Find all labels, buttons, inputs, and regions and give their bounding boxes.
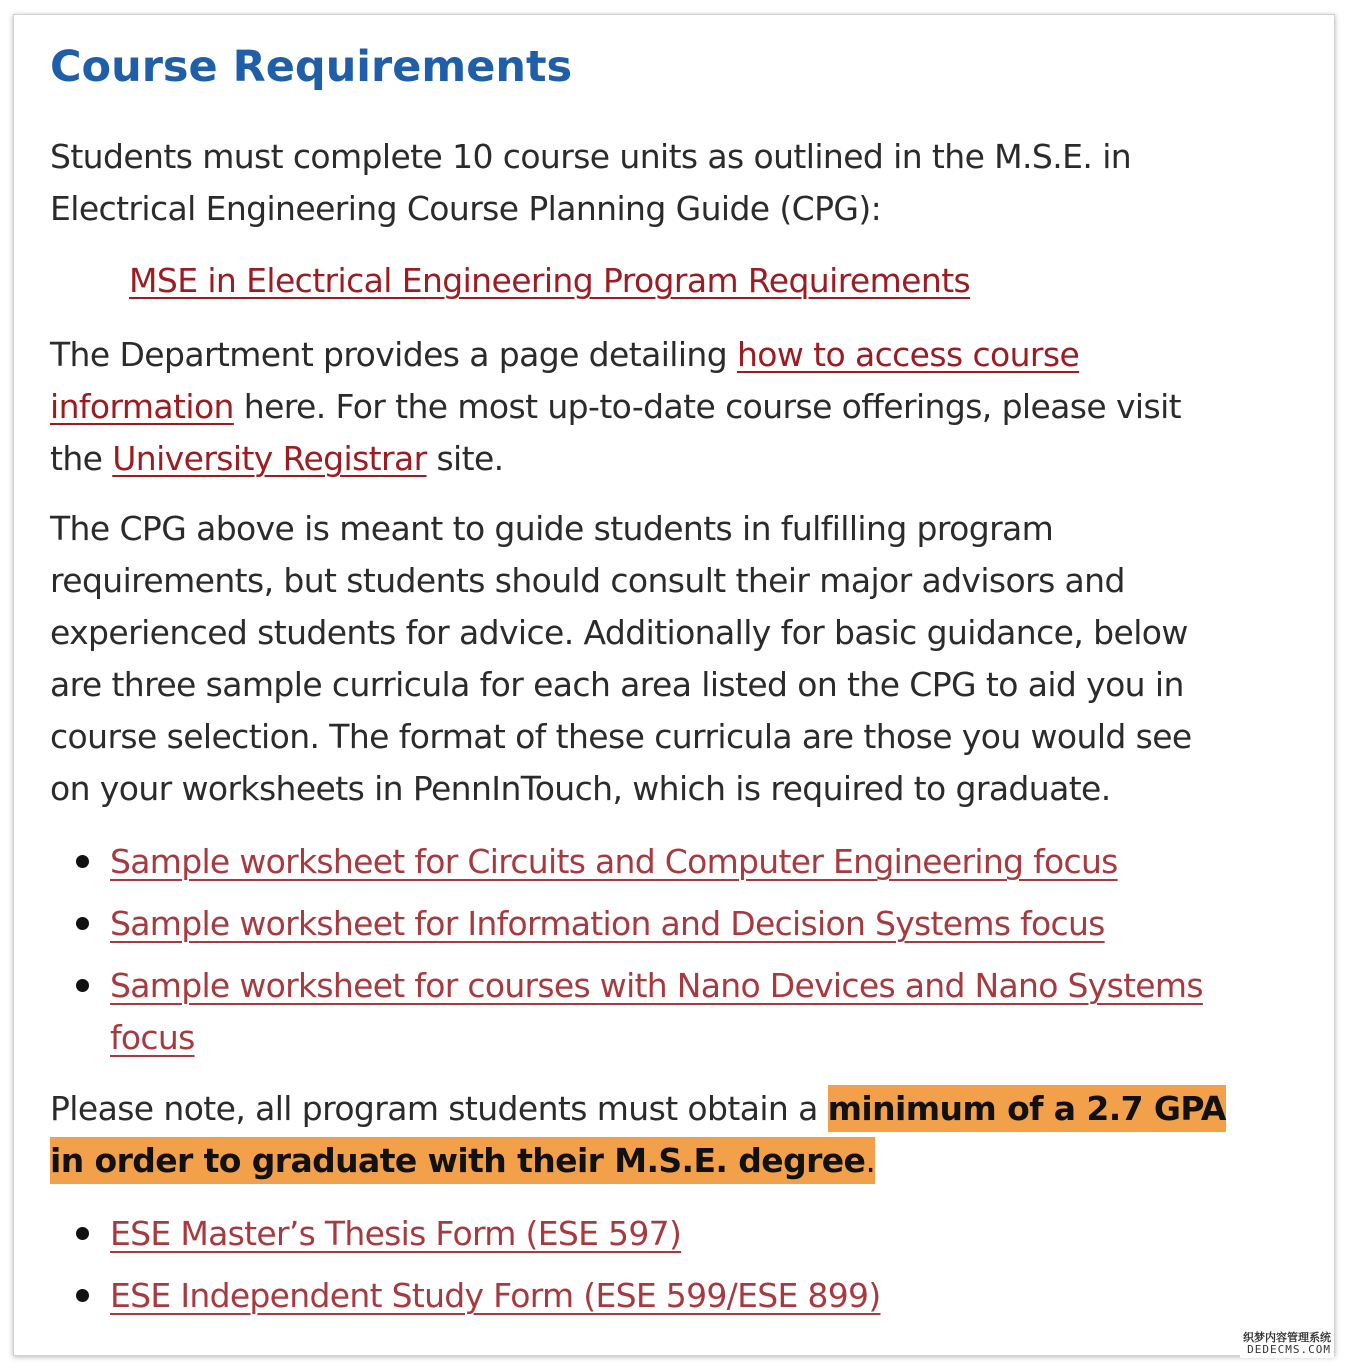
cpg-line: are three sample curricula for each area listed on the CPG to aid you in (50, 665, 1184, 704)
watermark-line-1: 织梦内容管理系统 (1243, 1331, 1331, 1344)
department-text-1: The Department provides a page detailing (50, 335, 737, 374)
department-line-3 (50, 433, 1181, 485)
list-item (74, 836, 1203, 888)
list-item (74, 1270, 881, 1322)
worksheet-link-nano-line-2: focus (110, 1018, 195, 1057)
forms-list (74, 1208, 881, 1322)
intro-line-1: Students must complete 10 course units as outlined in the M.S.E. in (50, 137, 1132, 176)
list-item (74, 960, 1203, 1064)
gpa-note-paragraph (50, 1083, 1226, 1187)
course-info-link-part1[interactable]: how to access course (736, 335, 1080, 374)
worksheet-link-nano[interactable] (110, 966, 1203, 1057)
gpa-line-2 (50, 1135, 1226, 1187)
list-item (74, 1208, 881, 1260)
thesis-form-link[interactable]: ESE Master’s Thesis Form (ESE 597) (110, 1214, 682, 1253)
cpg-line: experienced students for advice. Additionally for basic guidance, below (50, 613, 1188, 652)
cpg-line: course selection. The format of these curricula are those you would see (50, 717, 1192, 756)
bullet-icon (76, 855, 89, 868)
gpa-period: . (865, 1137, 875, 1184)
cpg-paragraph (50, 503, 1192, 815)
course-info-link-part2[interactable]: information (50, 387, 234, 426)
worksheet-link-circuits[interactable]: Sample worksheet for Circuits and Computer Engineering focus (110, 842, 1118, 881)
content-card (13, 14, 1335, 1356)
gpa-highlight-1: minimum of a 2.7 GPA (828, 1085, 1226, 1132)
program-requirements-link-wrapper (129, 255, 970, 307)
worksheet-link-nano-line-1: Sample worksheet for courses with Nano Devices and Nano Systems (110, 966, 1203, 1005)
department-paragraph (50, 329, 1181, 485)
bullet-icon (76, 979, 89, 992)
independent-study-form-link[interactable]: ESE Independent Study Form (ESE 599/ESE 899) (110, 1276, 881, 1315)
intro-line-2: Electrical Engineering Course Planning Guide (CPG): (50, 189, 882, 228)
department-line-1 (50, 329, 1181, 381)
worksheet-link-ids[interactable]: Sample worksheet for Information and Decision Systems focus (110, 904, 1105, 943)
bullet-icon (76, 1289, 89, 1302)
bullet-icon (76, 917, 89, 930)
list-item (74, 898, 1203, 950)
department-text-3: the (50, 439, 113, 478)
bullet-icon (76, 1227, 89, 1240)
worksheet-list (74, 836, 1203, 1064)
watermark (1240, 1330, 1334, 1358)
university-registrar-link[interactable]: University Registrar (112, 439, 427, 478)
department-text-2: here. For the most up-to-date course offerings, please visit (233, 387, 1181, 426)
cpg-line: The CPG above is meant to guide students in fulfilling program (50, 509, 1054, 548)
department-line-2 (50, 381, 1181, 433)
page-title: Course Requirements (50, 42, 573, 92)
gpa-highlight-2: in order to graduate with their M.S.E. degree (50, 1137, 865, 1184)
cpg-line: on your worksheets in PennInTouch, which is required to graduate. (50, 769, 1111, 808)
intro-paragraph (50, 131, 1131, 235)
gpa-line-1 (50, 1083, 1226, 1135)
gpa-note-text: Please note, all program students must obtain a (50, 1089, 828, 1128)
department-text-4: site. (426, 439, 504, 478)
program-requirements-link[interactable]: MSE in Electrical Engineering Program Requirements (129, 261, 971, 300)
cpg-line: requirements, but students should consult their major advisors and (50, 561, 1125, 600)
watermark-line-2: DEDECMS.COM (1247, 1343, 1331, 1356)
